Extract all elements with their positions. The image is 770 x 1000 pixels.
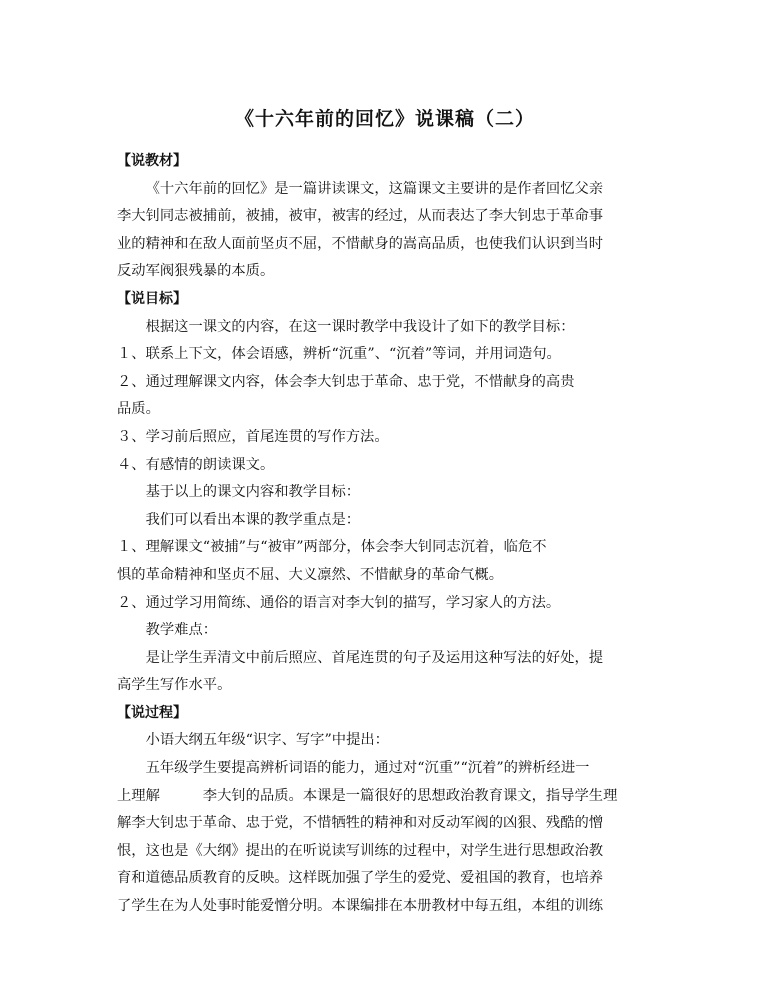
section-heading-objectives: 【说目标】 <box>117 290 187 307</box>
document-body <box>117 148 657 921</box>
section-heading-textbook: 【说教材】 <box>117 153 187 169</box>
key-points-intro: 我们可以看出本课的教学重点是： <box>145 511 361 528</box>
paragraph-line: 李大钊同志被捕前，被捕，被审，被害的经过，从而表达了李大钊忠于革命事 <box>117 208 604 225</box>
difficulty-line: 是让学生弄清文中前后照应、首尾连贯的句子及运用这种写法的好处，提 <box>145 649 604 666</box>
objective-item: ２、通过理解课文内容，体会李大钊忠于革命、忠于党，不惜献身的高贵 <box>117 373 575 390</box>
key-point-item-continued: 惧的革命精神和坚贞不屈、大义凛然、不惜献身的革命气概。 <box>117 566 504 583</box>
paragraph-line: 业的精神和在敌人面前坚贞不屈，不惜献身的嵩高品质，也使我们认识到当时 <box>117 235 604 252</box>
key-point-item: １、理解课文“被捕”与“被审”两部分，体会李大钊同志沉着，临危不 <box>117 539 547 556</box>
objective-item: １、联系上下文，体会语感，辨析“沉重”、“沉着”等词，并用词造句。 <box>117 346 561 363</box>
process-intro: 小语大纲五年级“识字、写字”中提出： <box>145 732 389 749</box>
paragraph-line: 《十六年前的回忆》是一篇讲读课文，这篇课文主要讲的是作者回忆父亲 <box>145 180 604 197</box>
difficulty-label: 教学难点： <box>145 622 218 639</box>
key-point-item: ２、通过学习用简练、通俗的语言对李大钊的描写，学习家人的方法。 <box>117 594 561 611</box>
section-heading-process: 【说过程】 <box>117 704 187 721</box>
objective-item: ４、有感情的朗读课文。 <box>117 456 275 473</box>
paragraph-line: 反动军阀狠残暴的本质。 <box>117 263 275 280</box>
page-title: 《十六年前的回忆》说课稿（二） <box>234 108 535 130</box>
difficulty-line-continued: 高学生写作水平。 <box>117 677 232 694</box>
paragraph-line: 育和道德品质教育的反映。这样既加强了学生的爱党、爱祖国的教育，也培养 <box>117 870 604 887</box>
paragraph-line: 五年级学生要提高辨析词语的能力，通过对“沉重”“沉着”的辨析经进一 <box>145 760 590 777</box>
objective-item-continued: 品质。 <box>117 401 160 418</box>
paragraph-line: 上理解 李大钊的品质。本课是一篇很好的思想政治教育课文，指导学生理 <box>117 787 618 804</box>
paragraph-line: 解李大钊忠于革命、忠于党，不惜牺牲的精神和对反动军阀的凶狠、残酷的憎 <box>117 815 604 832</box>
paragraph-line: 了学生在为人处事时能爱憎分明。本课编排在本册教材中每五组，本组的训练 <box>117 898 604 915</box>
basis-line: 基于以上的课文内容和教学目标： <box>145 484 361 501</box>
objective-item: ３、学习前后照应，首尾连贯的写作方法。 <box>117 428 389 445</box>
objectives-intro: 根据这一课文的内容，在这一课时教学中我设计了如下的教学目标： <box>145 318 575 335</box>
paragraph-line: 恨，这也是《大纲》提出的在听说读写训练的过程中，对学生进行思想政治教 <box>117 842 604 859</box>
